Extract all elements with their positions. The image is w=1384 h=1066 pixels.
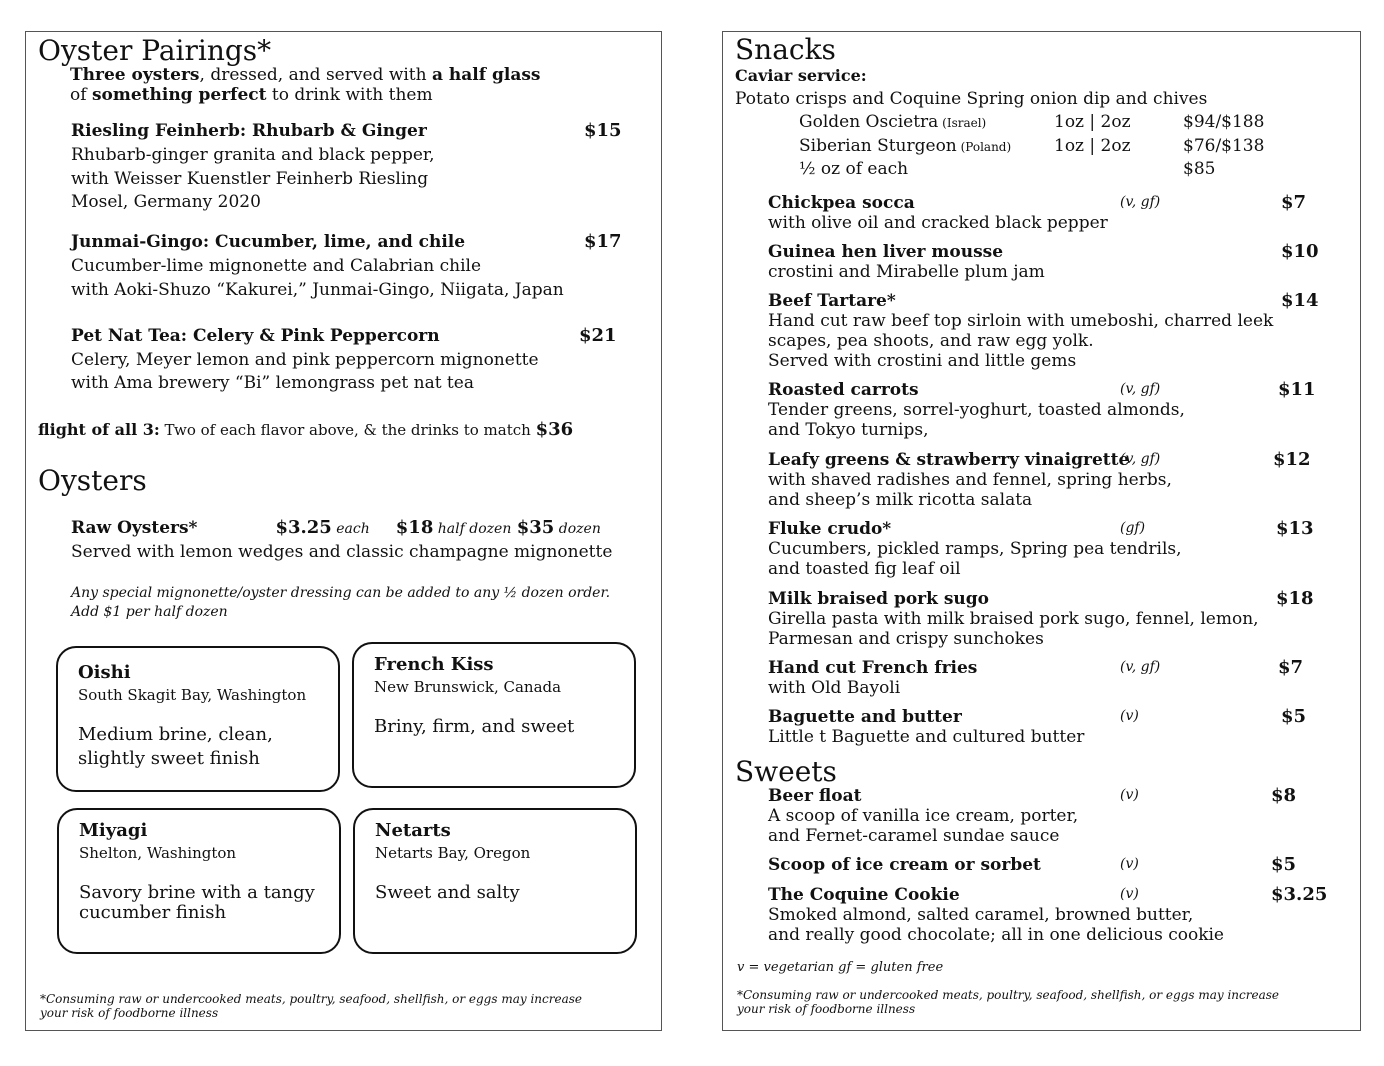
pairing-desc: Celery, Meyer lemon and pink peppercorn mignonette	[71, 350, 539, 370]
menu-item-name: Baguette and butter	[768, 707, 962, 727]
menu-item-name: Roasted carrots	[768, 380, 919, 400]
menu-item-price: $3.25	[1271, 884, 1328, 905]
diet-tag: (v, gf)	[1120, 194, 1161, 210]
raw-oysters-line: Raw Oysters* $3.25 each $18 half dozen $35 dozen	[71, 517, 601, 538]
oyster-card-netarts	[353, 808, 637, 954]
menu-item-desc: and really good chocolate; all in one delicious cookie	[768, 925, 1224, 945]
pairing-name: Riesling Feinherb: Rhubarb & Ginger	[71, 121, 427, 141]
pairing-price: $21	[579, 325, 617, 346]
menu-item-desc: and Tokyo turnips,	[768, 420, 929, 440]
menu-item-desc: and sheep’s milk ricotta salata	[768, 490, 1033, 510]
foodborne-warning: *Consuming raw or undercooked meats, poultry, seafood, shellfish, or eggs may increase	[40, 992, 582, 1006]
menu-item-name: Fluke crudo*	[768, 519, 892, 539]
menu-item-price: $14	[1281, 290, 1319, 311]
caviar-row: Golden Oscietra (Israel)	[799, 112, 987, 132]
snacks-title: Snacks	[735, 33, 836, 66]
menu-item-price: $10	[1281, 241, 1319, 262]
menu-item-desc: Cucumbers, pickled ramps, Spring pea tendrils,	[768, 539, 1182, 559]
menu-item-name: Hand cut French fries	[768, 658, 978, 678]
oysters-title: Oysters	[38, 464, 147, 497]
menu-item-desc: Parmesan and crispy sunchokes	[768, 629, 1044, 649]
oyster-location: New Brunswick, Canada	[374, 678, 562, 696]
pairing-desc: Rhubarb-ginger granita and black pepper,	[71, 145, 435, 165]
menu-item-desc: with olive oil and cracked black pepper	[768, 213, 1108, 233]
menu-item-price: $12	[1273, 449, 1311, 470]
foodborne-warning: your risk of foodborne illness	[40, 1006, 219, 1020]
menu-item-name: Beer float	[768, 786, 862, 806]
menu-item-price: $11	[1278, 379, 1316, 400]
oyster-note: Briny, firm, and sweet	[374, 716, 575, 737]
menu-item-price: $7	[1281, 192, 1307, 213]
oyster-note: Medium brine, clean,	[78, 724, 273, 745]
menu-item-price: $7	[1278, 657, 1304, 678]
pairing-name: Pet Nat Tea: Celery & Pink Peppercorn	[71, 326, 440, 346]
menu-item-name: The Coquine Cookie	[768, 885, 960, 905]
menu-item-price: $13	[1276, 518, 1314, 539]
diet-tag: (v)	[1120, 787, 1139, 803]
flight-line: flight of all 3: Two of each flavor above, & the drinks to match $36	[38, 419, 574, 440]
menu-item-desc: Girella pasta with milk braised pork sugo, fennel, lemon,	[768, 609, 1259, 629]
pairings-intro-line1: Three oysters, dressed, and served with a half glass	[70, 65, 541, 85]
pairing-name: Junmai-Gingo: Cucumber, lime, and chile	[71, 232, 466, 252]
pairing-price: $15	[584, 120, 622, 141]
raw-oysters-desc: Served with lemon wedges and classic champagne mignonette	[71, 542, 613, 562]
dressing-note: Add $1 per half dozen	[71, 604, 228, 620]
oyster-note: Savory brine with a tangy	[79, 882, 315, 903]
pairing-price: $17	[584, 231, 622, 252]
oyster-note: Sweet and salty	[375, 882, 520, 903]
caviar-price: $85	[1183, 159, 1216, 179]
menu-item-desc: A scoop of vanilla ice cream, porter,	[768, 806, 1079, 826]
caviar-size: 1oz | 2oz	[1054, 112, 1131, 132]
pairing-desc: Cucumber-lime mignonette and Calabrian chile	[71, 256, 482, 276]
oyster-note: slightly sweet finish	[78, 748, 260, 769]
menu-item-name: Leafy greens & strawberry vinaigrette	[768, 450, 1130, 470]
diet-tag: (v)	[1120, 886, 1139, 902]
diet-tag: (v, gf)	[1120, 659, 1161, 675]
dressing-note: Any special mignonette/oyster dressing can be added to any ½ dozen order.	[71, 585, 611, 601]
pairings-title: Oyster Pairings*	[38, 34, 272, 67]
menu-item-name: Beef Tartare*	[768, 291, 896, 311]
foodborne-warning: your risk of foodborne illness	[737, 1002, 916, 1016]
left-menu-panel	[25, 31, 662, 1031]
oyster-location: Shelton, Washington	[79, 844, 237, 862]
oyster-card-french-kiss	[352, 642, 636, 788]
oyster-card-oishi	[56, 646, 340, 792]
menu-item-desc: and Fernet-caramel sundae sauce	[768, 826, 1060, 846]
pairings-intro-line2: of something perfect to drink with them	[70, 85, 433, 105]
pairing-desc: Mosel, Germany 2020	[71, 192, 261, 212]
diet-tag: (gf)	[1120, 520, 1146, 536]
menu-item-desc: Little t Baguette and cultured butter	[768, 727, 1085, 747]
foodborne-warning: *Consuming raw or undercooked meats, poultry, seafood, shellfish, or eggs may increase	[737, 988, 1279, 1002]
menu-item-desc: Served with crostini and little gems	[768, 351, 1077, 371]
oyster-location: Netarts Bay, Oregon	[375, 844, 531, 862]
oyster-name: Netarts	[375, 820, 451, 841]
sweets-title: Sweets	[735, 755, 837, 788]
menu-item-desc: and toasted fig leaf oil	[768, 559, 961, 579]
menu-item-name: Guinea hen liver mousse	[768, 242, 1004, 262]
menu-item-desc: crostini and Mirabelle plum jam	[768, 262, 1045, 282]
oyster-name: French Kiss	[374, 654, 494, 675]
menu-item-desc: scapes, pea shoots, and raw egg yolk.	[768, 331, 1094, 351]
caviar-size: 1oz | 2oz	[1054, 136, 1131, 156]
diet-tag: (v, gf)	[1120, 381, 1161, 397]
caviar-price: $76/$138	[1183, 136, 1265, 156]
menu-item-name: Milk braised pork sugo	[768, 589, 989, 609]
menu-item-desc: Tender greens, sorrel-yoghurt, toasted almonds,	[768, 400, 1185, 420]
oyster-name: Oishi	[78, 662, 131, 683]
oyster-card-miyagi	[57, 808, 341, 954]
menu-item-desc: with shaved radishes and fennel, spring herbs,	[768, 470, 1172, 490]
diet-tag: (v)	[1120, 856, 1139, 872]
menu-item-name: Chickpea socca	[768, 193, 915, 213]
caviar-row: ½ oz of each	[799, 159, 909, 179]
menu-item-price: $8	[1271, 785, 1297, 806]
pairing-desc: with Ama brewery “Bi” lemongrass pet nat tea	[71, 373, 474, 393]
caviar-label: Caviar service:	[735, 66, 867, 85]
oyster-note: cucumber finish	[79, 902, 227, 923]
diet-legend: v = vegetarian gf = gluten free	[737, 960, 944, 975]
menu-item-desc: Smoked almond, salted caramel, browned butter,	[768, 905, 1194, 925]
pairing-desc: with Weisser Kuenstler Feinherb Riesling	[71, 169, 429, 189]
menu-item-price: $5	[1281, 706, 1307, 727]
menu-item-name: Scoop of ice cream or sorbet	[768, 855, 1041, 875]
oyster-location: South Skagit Bay, Washington	[78, 686, 307, 704]
caviar-row: Siberian Sturgeon (Poland)	[799, 136, 1012, 156]
caviar-price: $94/$188	[1183, 112, 1265, 132]
diet-tag: (v, gf)	[1120, 451, 1161, 467]
diet-tag: (v)	[1120, 708, 1139, 724]
right-menu-panel	[722, 31, 1361, 1031]
menu-item-desc: Hand cut raw beef top sirloin with umeboshi, charred leek	[768, 311, 1274, 331]
menu-item-price: $18	[1276, 588, 1314, 609]
menu-item-price: $5	[1271, 854, 1297, 875]
caviar-desc: Potato crisps and Coquine Spring onion dip and chives	[735, 89, 1208, 109]
pairing-desc: with Aoki-Shuzo “Kakurei,” Junmai-Gingo, Niigata, Japan	[71, 280, 564, 300]
menu-item-desc: with Old Bayoli	[768, 678, 901, 698]
oyster-name: Miyagi	[79, 820, 148, 841]
